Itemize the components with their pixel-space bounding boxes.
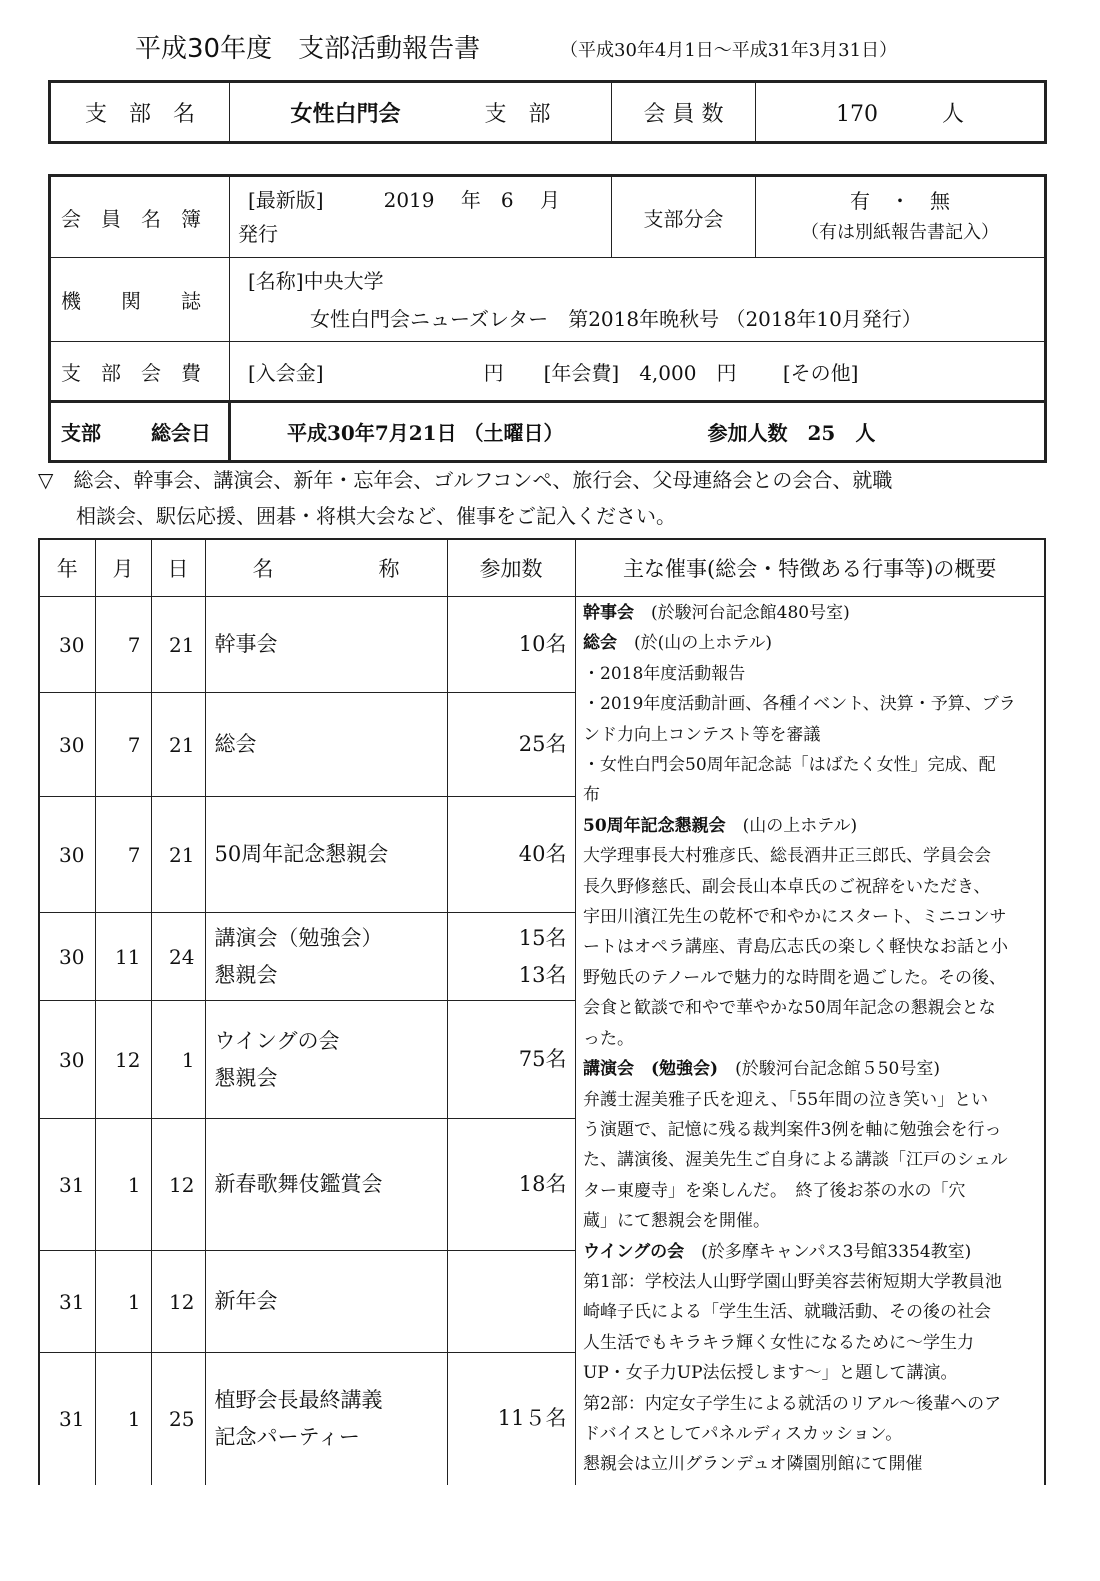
summary-line: 崎峰子氏による「学生生活、就職活動、その後の社会 xyxy=(583,1302,991,1323)
summary-line: ・2018年度活動報告 xyxy=(583,663,746,684)
roster-line1: [最新版] 2019 年 6 月 xyxy=(248,188,560,212)
row-day: 21 xyxy=(151,693,205,797)
summary-line: 第2部：内定女子学生による就活のリアル～後輩へのア xyxy=(583,1393,1002,1414)
subgroup-note: （有は別紙報告書記入） xyxy=(801,222,999,243)
row-year: 30 xyxy=(39,1001,95,1119)
events-summary xyxy=(583,598,1043,1480)
header-month: 月 xyxy=(95,539,151,597)
row-name-line1: 50周年記念懇親会 xyxy=(214,842,389,866)
branch-name-value: 女性白門会 xyxy=(290,100,401,127)
roster-line2: 発行 xyxy=(238,222,278,246)
row-count-line1: 18名 xyxy=(518,1172,567,1196)
summary-line: 懇親会は立川グランデュオ隣園別館にて開催 xyxy=(583,1454,923,1475)
row-name-line2: 記念パーティー xyxy=(214,1424,360,1449)
header-summary: 主な催事(総会・特徴ある行事等)の概要 xyxy=(575,539,1045,597)
row-year: 30 xyxy=(39,693,95,797)
journal-cell xyxy=(230,258,1046,342)
row-count-line2: 13名 xyxy=(518,962,567,987)
summary-line: (於多摩キャンパス3号館3354教室) xyxy=(684,1241,972,1262)
header-day: 日 xyxy=(151,539,205,597)
summary-line: った。 xyxy=(583,1028,634,1049)
summary-line: (山の上ホテル) xyxy=(725,815,858,836)
row-month: 1 xyxy=(95,1251,151,1353)
summary-line: ンド力向上コンテスト等を審議 xyxy=(583,724,821,745)
members-cell xyxy=(756,82,1046,143)
fee-label: 支 部 会 費 xyxy=(50,342,230,402)
branch-name-suffix: 支 部 xyxy=(484,101,551,127)
summary-line: UP・女子力UP法伝授します～」と題して講演。 xyxy=(583,1363,958,1384)
summary-heading: 講演会 (勉強会) xyxy=(583,1059,719,1080)
journal-line1: [名称]中央大学 xyxy=(248,268,384,293)
row-name xyxy=(205,693,447,797)
summary-line: う演題で、記憶に残る裁判案件3例を軸に勉強会を行っ xyxy=(583,1119,1002,1140)
row-name-line1: 植野会長最終講義 xyxy=(214,1387,383,1412)
summary-line: ・2019年度活動計画、各種イベント、決算・予算、ブラ xyxy=(583,694,1016,715)
subgroup-value: 有 ・ 無 xyxy=(850,189,950,213)
summary-line: (於駿河台記念館480号室) xyxy=(634,603,850,623)
row-count xyxy=(447,797,575,913)
summary-line: 会食と歓談で和やで華やかな50周年記念の懇親会とな xyxy=(583,998,996,1019)
row-count xyxy=(447,913,575,1001)
summary-heading: 幹事会 xyxy=(583,603,634,623)
row-name xyxy=(205,1353,447,1485)
row-count xyxy=(447,1353,575,1485)
row-count xyxy=(447,693,575,797)
summary-line: 蔵」にて懇親会を開催。 xyxy=(583,1211,770,1232)
row-count-line1: 11５名 xyxy=(497,1406,567,1431)
row-count xyxy=(447,1001,575,1119)
row-name-line1: 幹事会 xyxy=(214,632,278,656)
journal-line2: 女性白門会ニューズレター 第2018年晩秋号 （2018年10月発行） xyxy=(310,306,922,331)
summary-line: ・女性白門会50周年記念誌「はばたく女性」完成、配 xyxy=(583,755,996,776)
members-unit: 人 xyxy=(941,101,964,127)
row-month: 1 xyxy=(95,1119,151,1251)
summary-line: 人生活でもキラキラ輝く女性になるために～学生力 xyxy=(583,1332,974,1353)
row-name-line2: 懇親会 xyxy=(214,1065,278,1090)
row-name-line1: 新春歌舞伎鑑賞会 xyxy=(214,1172,383,1196)
row-day: 21 xyxy=(151,797,205,913)
row-year: 30 xyxy=(39,797,95,913)
meeting-label1: 支部 xyxy=(61,421,101,445)
summary-heading: 50周年記念懇親会 xyxy=(583,815,726,836)
row-count-line1: 40名 xyxy=(518,842,567,866)
summary-line: ター東慶寺」を楽しんだ。 終了後お茶の水の「穴 xyxy=(583,1180,966,1201)
row-count xyxy=(447,1251,575,1353)
header-name: 名 称 xyxy=(205,539,447,597)
summary-line: 大学理事長大村雅彦氏、総長酒井正三郎氏、学員会会 xyxy=(583,846,991,867)
row-month: 7 xyxy=(95,693,151,797)
members-value: 170 xyxy=(835,101,878,127)
row-name-line1: ウイングの会 xyxy=(214,1028,340,1053)
row-count-line1: 15名 xyxy=(518,925,567,950)
row-year: 31 xyxy=(39,1353,95,1485)
summary-line: 布 xyxy=(583,785,600,806)
notice-line1: ▽ 総会、幹事会、講演会、新年・忘年会、ゴルフコンペ、旅行会、父母連絡会との会合、就職 xyxy=(38,468,893,492)
meeting-cell xyxy=(230,402,1046,462)
branch-name-label: 支 部 名 xyxy=(50,82,230,143)
row-month: 1 xyxy=(95,1353,151,1485)
info-table xyxy=(48,174,1047,463)
notice xyxy=(38,462,1048,534)
row-name xyxy=(205,1251,447,1353)
row-name-line1: 総会 xyxy=(214,732,257,756)
summary-heading: 総会 xyxy=(583,633,617,654)
row-name xyxy=(205,597,447,693)
page-title: 平成30年度 支部活動報告書 xyxy=(135,34,481,64)
roster-cell xyxy=(230,176,612,258)
summary-line: 弁護士渥美雅子氏を迎え、「55年間の泣き笑い」とい xyxy=(583,1089,989,1110)
row-day: 12 xyxy=(151,1251,205,1353)
subgroup-label: 支部分会 xyxy=(612,176,756,258)
row-day: 21 xyxy=(151,597,205,693)
meeting-label2: 総会日 xyxy=(150,421,211,445)
summary-line: ドバイスとしてパネルディスカッション。 xyxy=(583,1423,903,1444)
row-count xyxy=(447,1119,575,1251)
branch-table xyxy=(48,80,1047,144)
row-day: 24 xyxy=(151,913,205,1001)
meeting-date: 平成30年7月21日 （土曜日） xyxy=(287,421,564,445)
row-year: 31 xyxy=(39,1251,95,1353)
summary-line: (於(山の上ホテル) xyxy=(617,633,773,654)
header-count: 参加数 xyxy=(447,539,575,597)
row-month: 7 xyxy=(95,597,151,693)
row-year: 30 xyxy=(39,597,95,693)
row-year: 30 xyxy=(39,913,95,1001)
row-day: 1 xyxy=(151,1001,205,1119)
row-year: 31 xyxy=(39,1119,95,1251)
row-count-line1: 75名 xyxy=(518,1047,567,1071)
meeting-label-cell xyxy=(50,402,230,462)
summary-line: た、講演後、渥美先生ご自身による講談「江戸のシェル xyxy=(583,1150,1008,1171)
summary-heading: ウイングの会 xyxy=(583,1241,685,1262)
roster-label: 会 員 名 簿 xyxy=(50,176,230,258)
meeting-attendance: 参加人数 25 人 xyxy=(707,421,876,445)
notice-line2: 相談会、駅伝応援、囲碁・将棋大会など、催事をご記入ください。 xyxy=(76,504,676,528)
summary-line: (於駿河台記念館５50号室) xyxy=(718,1059,940,1080)
journal-label: 機 関 誌 xyxy=(50,258,230,342)
row-day: 25 xyxy=(151,1353,205,1485)
summary-line: 第1部：学校法人山野学園山野美容芸術短期大学教員池 xyxy=(583,1271,1002,1292)
branch-name-cell xyxy=(230,82,612,143)
row-month: 7 xyxy=(95,797,151,913)
row-name xyxy=(205,1119,447,1251)
row-name xyxy=(205,1001,447,1119)
row-name-line1: 新年会 xyxy=(214,1289,278,1313)
summary-line: 宇田川濱江先生の乾杯で和やかにスタート、ミニコンサ xyxy=(583,907,1007,928)
members-label: 会 員 数 xyxy=(612,82,756,143)
row-month: 11 xyxy=(95,913,151,1001)
summary-line: ートはオペラ講座、青島広志氏の楽しく軽快なお話と小 xyxy=(583,937,1008,958)
row-count-line1: 10名 xyxy=(518,632,567,656)
subgroup-cell xyxy=(756,176,1046,258)
row-day: 12 xyxy=(151,1119,205,1251)
row-name xyxy=(205,913,447,1001)
fee-value: [入会金] 円 [年会費] 4,000 円 [その他] xyxy=(230,342,1046,402)
summary-line: 野勉氏のテノールで魅力的な時間を過ごした。その後、 xyxy=(583,967,1006,988)
row-name-line1: 講演会（勉強会） xyxy=(214,925,383,950)
row-count-line1: 25名 xyxy=(518,732,567,756)
row-name xyxy=(205,797,447,913)
row-count xyxy=(447,597,575,693)
header-year: 年 xyxy=(39,539,95,597)
summary-line: 長久野修慈氏、副会長山本卓氏のご祝辞をいただき、 xyxy=(583,876,991,897)
row-month: 12 xyxy=(95,1001,151,1119)
report-period: （平成30年4月1日～平成31年3月31日） xyxy=(560,40,898,61)
row-name-line2: 懇親会 xyxy=(214,962,278,987)
